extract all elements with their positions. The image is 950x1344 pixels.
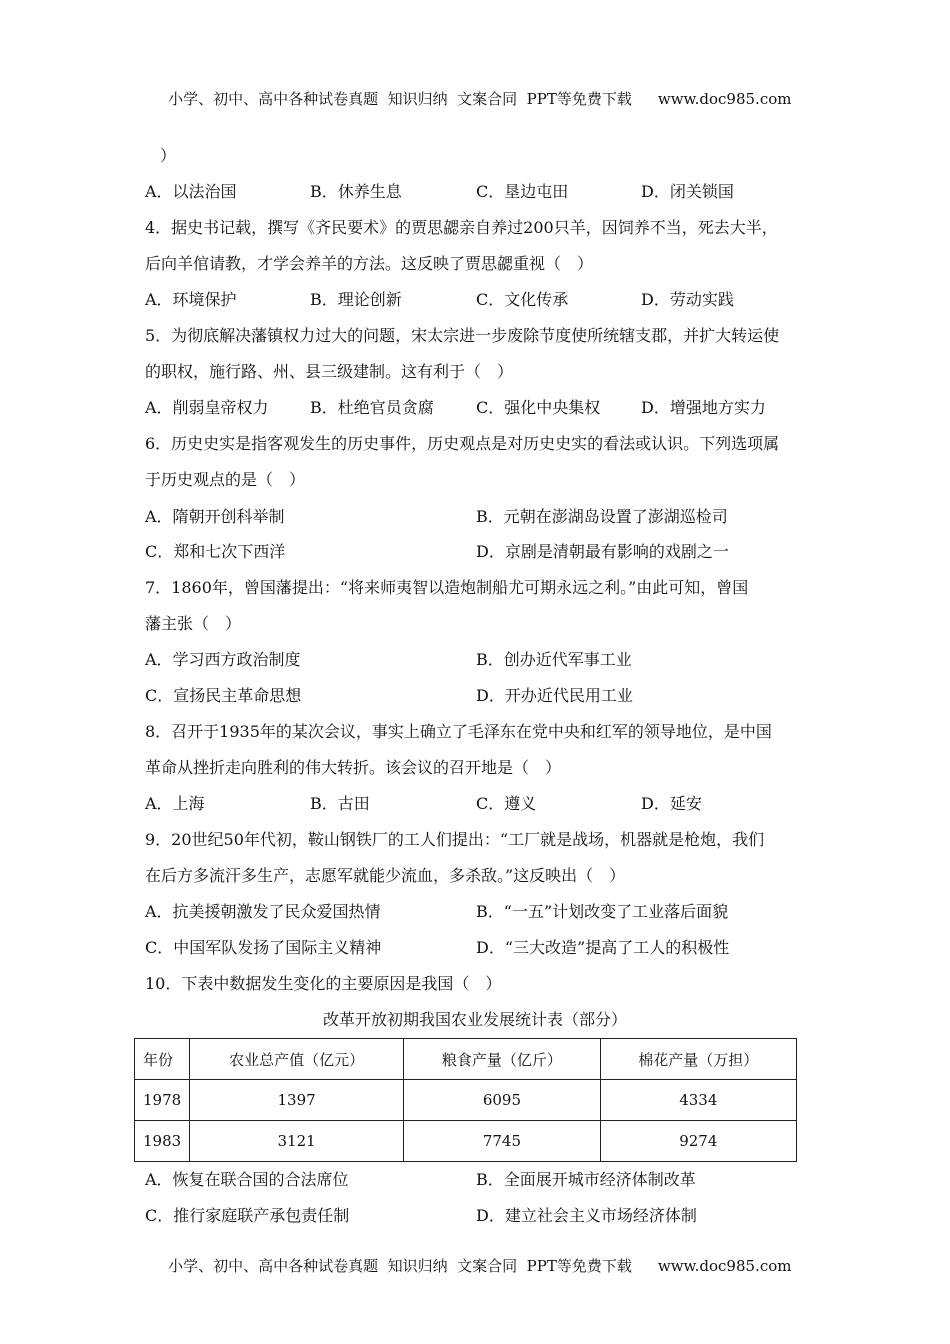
q5-option-c[interactable]: C．强化中央集权 (476, 398, 601, 417)
header-url: www.doc985.com (657, 90, 792, 108)
footer-url: www.doc985.com (657, 1257, 792, 1275)
table-header-cell: 年份 (135, 1039, 190, 1080)
q9-option-a[interactable]: A．抗美援朝激发了民众爱国热情 (145, 902, 381, 921)
q4-stem-line1: 4．据史书记载，撰写《齐民要术》的贾思勰亲自养过200只羊，因饲养不当，死去大半， (145, 218, 778, 237)
q7-stem-line2: 藩主张（ ） (145, 614, 242, 633)
q4-option-d[interactable]: D．劳动实践 (641, 290, 734, 309)
table-header-cell: 粮食产量（亿斤） (404, 1039, 600, 1080)
table-cell: 9274 (600, 1121, 796, 1162)
q4-option-b[interactable]: B．理论创新 (310, 290, 402, 309)
q8-option-d[interactable]: D．延安 (641, 794, 702, 813)
q9-option-b[interactable]: B．“一五”计划改变了工业落后面貌 (476, 902, 729, 921)
q8-option-c[interactable]: C．遵义 (476, 794, 537, 813)
q10-stem-line1: 10．下表中数据发生变化的主要原因是我国（ ） (145, 974, 502, 993)
q7-option-d[interactable]: D．开办近代民用工业 (476, 686, 633, 705)
q8-stem-line1: 8．召开于1935年的某次会议，事实上确立了毛泽东在党中央和红军的领导地位，是中国 (145, 722, 772, 741)
q3-option-c[interactable]: C．垦边屯田 (476, 182, 569, 201)
table-cell: 6095 (404, 1080, 600, 1121)
footer-text: 小学、初中、高中各种试卷真题 知识归纳 文案合同 PPT等免费下载 (168, 1257, 632, 1275)
table-header-cell: 农业总产值（亿元） (189, 1039, 403, 1080)
q4-option-c[interactable]: C．文化传承 (476, 290, 569, 309)
q3-stem-tail: ） (160, 146, 177, 165)
q7-option-a[interactable]: A．学习西方政治制度 (145, 650, 301, 669)
q5-option-a[interactable]: A．削弱皇帝权力 (145, 398, 269, 417)
q7-stem-line1: 7．1860年，曾国藩提出：“将来师夷智以造炮制船尤可期永远之利。”由此可知，曾国 (145, 578, 749, 597)
q6-option-c[interactable]: C．郑和七次下西洋 (145, 542, 286, 561)
q6-option-a[interactable]: A．隋朝开创科举制 (145, 507, 285, 526)
q10-option-a[interactable]: A．恢复在联合国的合法席位 (145, 1170, 349, 1189)
q5-option-d[interactable]: D．增强地方实力 (641, 398, 766, 417)
q5-option-b[interactable]: B．杜绝官员贪腐 (310, 398, 434, 417)
q9-option-c[interactable]: C．中国军队发扬了国际主义精神 (145, 938, 382, 957)
q6-option-b[interactable]: B．元朝在澎湖岛设置了澎湖巡检司 (476, 507, 728, 526)
table-cell: 1978 (135, 1080, 190, 1121)
table-cell: 1983 (135, 1121, 190, 1162)
q9-stem-line2: 在后方多流汗多生产，志愿军就能少流血，多杀敌。”这反映出（ ） (145, 866, 626, 885)
table-cell: 3121 (189, 1121, 403, 1162)
q8-option-a[interactable]: A．上海 (145, 794, 205, 813)
table-row (135, 1080, 797, 1121)
q6-option-d[interactable]: D．京剧是清朝最有影响的戏剧之一 (476, 542, 729, 561)
page-header (0, 70, 950, 109)
q8-stem-line2: 革命从挫折走向胜利的伟大转折。该会议的召开地是（ ） (145, 758, 562, 777)
q5-stem-line2: 的职权，施行路、州、县三级建制。这有利于（ ） (145, 362, 514, 381)
q6-stem-line2: 于历史观点的是（ ） (145, 470, 306, 489)
q9-option-d[interactable]: D．“三大改造”提高了工人的积极性 (476, 938, 730, 957)
table-cell: 4334 (600, 1080, 796, 1121)
q9-stem-line1: 9．20世纪50年代初，鞍山钢铁厂的工人们提出：“工厂就是战场，机器就是枪炮，我们 (145, 830, 765, 849)
q10-option-d[interactable]: D．建立社会主义市场经济体制 (476, 1206, 697, 1225)
table-row (135, 1121, 797, 1162)
q3-option-d[interactable]: D．闭关锁国 (641, 182, 734, 201)
header-text: 小学、初中、高中各种试卷真题 知识归纳 文案合同 PPT等免费下载 (168, 90, 632, 108)
q4-option-a[interactable]: A．环境保护 (145, 290, 237, 309)
table-cell: 7745 (404, 1121, 600, 1162)
q7-option-c[interactable]: C．宣扬民主革命思想 (145, 686, 302, 705)
q7-option-b[interactable]: B．创办近代军事工业 (476, 650, 632, 669)
q5-stem-line1: 5．为彻底解决藩镇权力过大的问题，宋太宗进一步废除节度使所统辖支郡，并扩大转运使 (145, 326, 780, 345)
q10-option-b[interactable]: B．全面展开城市经济体制改革 (476, 1170, 696, 1189)
table-header-cell: 棉花产量（万担） (600, 1039, 796, 1080)
q4-stem-line2: 后向羊倌请教，才学会养羊的方法。这反映了贾思勰重视（ ） (145, 254, 594, 273)
q3-option-a[interactable]: A．以法治国 (145, 182, 237, 201)
agriculture-stats-table (134, 1038, 797, 1162)
q3-option-b[interactable]: B．休养生息 (310, 182, 402, 201)
table-header-row (135, 1039, 797, 1080)
page-footer (0, 1237, 950, 1276)
table-cell: 1397 (189, 1080, 403, 1121)
q10-option-c[interactable]: C．推行家庭联产承包责任制 (145, 1206, 350, 1225)
q8-option-b[interactable]: B．古田 (310, 794, 370, 813)
table-caption: 改革开放初期我国农业发展统计表（部分） (322, 1010, 627, 1029)
q6-stem-line1: 6．历史史实是指客观发生的历史事件，历史观点是对历史史实的看法或认识。下列选项属 (145, 434, 780, 453)
